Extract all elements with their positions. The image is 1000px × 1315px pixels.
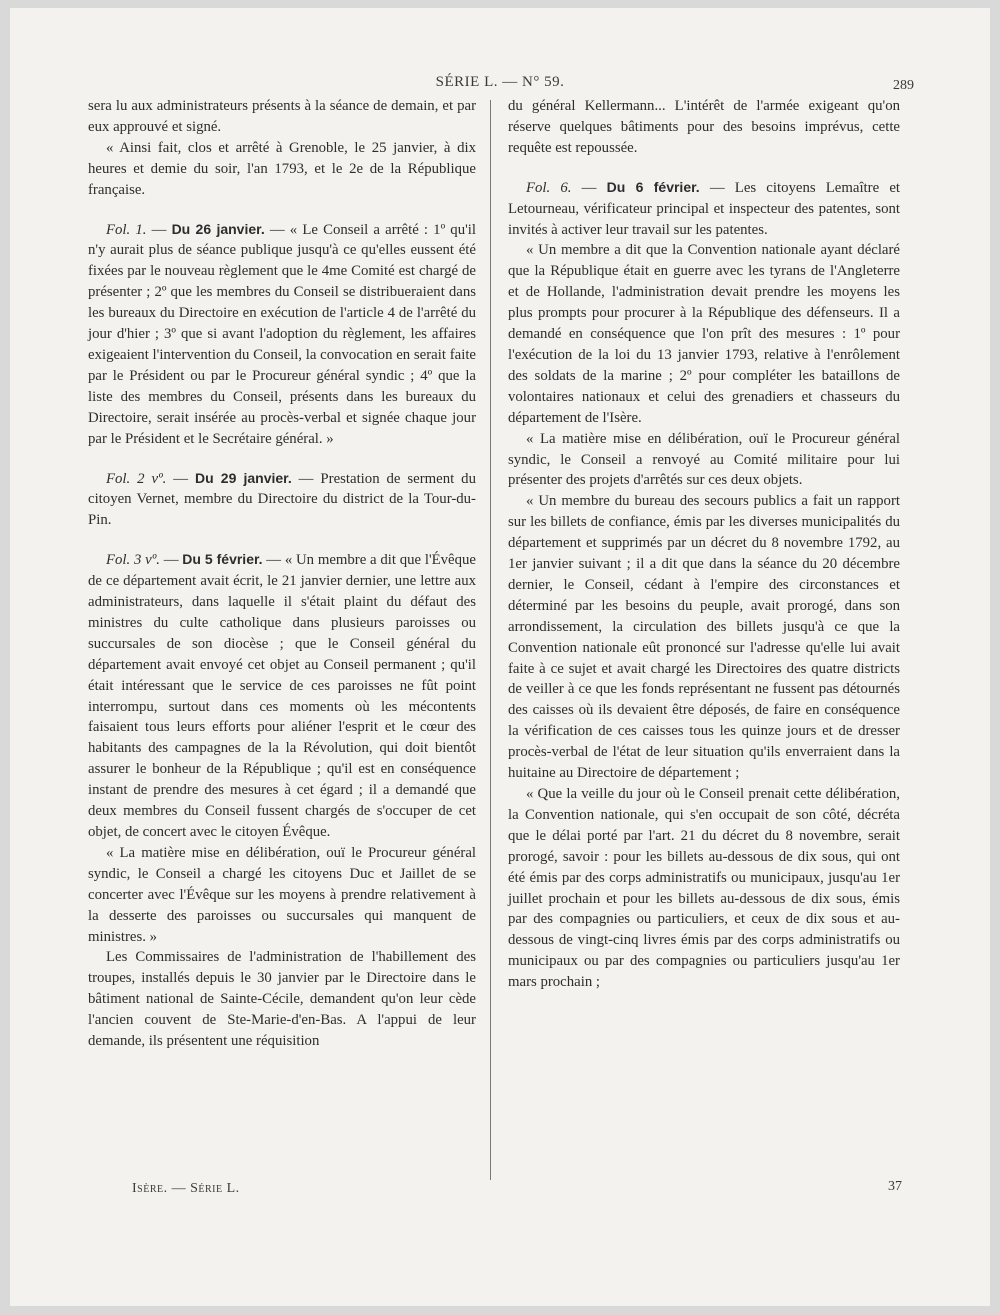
paragraph: du général Kellermann... L'intérêt de l'armée exigeant qu'on réserve quelques bâtiments pour des besoins imprévus, cette requête est repoussée. [508,98,900,156]
paragraph: « Ainsi fait, clos et arrêté à Grenoble, le 25 janvier, à dix heures et demie du soir, l'an 1793, et le 2e de la République française. [88,139,476,198]
paragraph: « Que la veille du jour où le Conseil prenait cette délibération, la Convention nationale, qui s'en occupait de son côté, décréta que le délai porté par l'art. 21 du décret du 8 novembre, serait prorogé, savoir : pour les billets au-dessous de dix sous, qui ont été émis par des corps administratifs ou municipaux, jusqu'au 1er juillet prochain et pour les billets au-dessous de dix sous, émis par des compagnies ou particuliers, et ceux de dix sous et au-dessous de vingt-cinq livres émis par des corps administratifs ou municipaux ou par des compagnies ou particuliers jusqu'au 1er mars prochain ; [508,786,900,991]
paragraph: « La matière mise en délibération, ouï le Procureur général syndic, le Conseil a chargé les citoyens Duc et Jaillet de se concerter avec l'Évêque sur les moyens à prendre relativement à la desserte des paroisses ou succursales qui manquent de ministres. » [88,844,476,945]
footer-series: Isère. — Série L. [132,1181,240,1196]
paragraph: « Un membre a dit que la Convention nationale ayant déclaré que la République était en guerre avec les tyrans de l'Angleterre et de Hollande, l'administration devait prendre les moyens les plus prompts pour procurer à la République des défenseurs. Il a demandé en conséquence que l'on prît des mesures : 1º pour l'exécution de la loi du 13 janvier 1793, relative à l'enrôlement des soldats de la marine ; 2º pour compléter les bataillons de volontaires nationaux et celui des grenadiers et chasseurs du département de l'Isère. [508,242,900,426]
folio-ref: Fol. 3 vº. [106,552,160,569]
entry-text: Prestation de serment du citoyen Vernet, membre du Directoire du district de la Tour-du-Pin. [88,470,476,529]
paragraph: sera lu aux administrateurs présents à la séance de demain, et par eux approuvé et signé. [88,98,476,135]
entry-date: Du 5 février. [182,551,263,568]
entry-text: « Un membre a dit que l'Évêque de ce département avait écrit, le 21 janvier dernier, une lettre aux administrateurs, dans laquelle il s'était plaint du défaut des ministres du culte catholique dans plusieurs paroisses ou succursales de son diocèse ; que le Conseil général du département avait envoyé cet objet au Conseil permanent ; qu'il était intéressant que le service de ces paroisses ne fût point interrompu, surtout dans ces moments où les mécontents faisaient tous leurs efforts pour aliéner l'esprit et le cœur des habitants des campagnes de la la Révolution, qui doit bientôt assurer le bonheur de la République ; qu'il est en conséquence instant de prendre des mesures à cet égard ; il a demandé que deux membres du Conseil fussent chargés de s'occuper de cet objet, de concert avec le citoyen Évêque. [88,552,476,840]
paragraph: « Un membre du bureau des secours publics a fait un rapport sur les billets de confiance, émis par les diverses municipalités du département et supprimés par un décret du 8 novembre 1792, au 1er janvier suivant ; il a dit que dans la séance du 20 décembre dernier, le Conseil, cédant à l'empire des circonstances et déterminé par les besoins du peuple, avait prorogé, dans son arrondissement, la circulation des billets jusqu'à ce que la Convention nationale eût prononcé sur l'adresse qu'elle lui avait faite à ce sujet et avait chargé les Directoires des quatre districts de veiller à ce que les fonds représentant ne fussent pas détournés des caisses où ils devaient être déposés, de faire en conséquence la vérification de ces caisses tous les quinze jours et de dresser procès-verbal de l'état de leur situation qu'ils enverraient dans la huitaine au Directoire de département ; [508,493,900,782]
page-number: 289 [893,78,914,93]
entry-fol-2: Fol. 2 vº. — Du 29 janvier. — Prestation de serment du citoyen Vernet, membre du Directoire du district de la Tour-du-Pin. [88,469,476,529]
running-head: SÉRIE L. — N° 59. [435,74,565,90]
left-column [88,96,476,1052]
column-divider [490,100,491,1180]
entry-fol-3: Fol. 3 vº. — Du 5 février. — « Un membre a dit que l'Évêque de ce département avait écrit, le 21 janvier dernier, une lettre aux administrateurs, dans laquelle il s'était plaint du défaut des ministres du culte catholique dans plusieurs paroisses ou succursales de son diocèse ; que le Conseil général du département avait envoyé cet objet au Conseil permanent ; qu'il était intéressant que le service de ces paroisses ne fût point interrompu, surtout dans ces moments où les mécontents faisaient tous leurs efforts pour aliéner l'esprit et le cœur des habitants des campagnes de la la Révolution, qui doit bientôt assurer le bonheur de la République ; qu'il est en conséquence instant de prendre des mesures à cet égard ; il a demandé que deux membres du Conseil fussent chargés de s'occuper de cet objet, de concert avec le citoyen Évêque. [88,551,476,840]
folio-ref: Fol. 1. [106,221,147,238]
entry-date: Du 29 janvier. [195,469,292,486]
folio-ref: Fol. 2 vº. [106,470,167,487]
entry-text: « Le Conseil a arrêté : 1º qu'il n'y aurait plus de séance publique jusqu'à ce qu'elles eussent été fixées par le nouveau règlement que le 4me Comité est chargé de présenter ; 2º que les membres du Conseil se distribueraient dans les bureaux du Directoire en exécution de l'article 4 de l'arrêté du jour d'hier ; 3º que si avant l'adoption du règlement, les affaires exigeaient l'intervention du Conseil, la convocation en serait faite par le Président ou par le Procureur général syndic ; 4º que la liste des membres du Conseil, présents dans les bureaux du Directoire, serait insérée au procès-verbal et signée chaque jour par le Président et le Secrétaire général. » [88,221,476,447]
entry-date: Du 26 janvier. [171,220,265,237]
entry-fol-6: Fol. 6. — Du 6 février. — Les citoyens Lemaître et Letourneau, vérificateur principal et inspecteur des patentes, sont invités à activer leur travail sur les patentes. [508,178,900,238]
right-column [508,96,900,993]
footer-signature-number: 37 [888,1179,902,1194]
entry-fol-1: Fol. 1. — Du 26 janvier. — « Le Conseil a arrêté : 1º qu'il n'y aurait plus de séance publique jusqu'à ce qu'elles eussent été fixées par le nouveau règlement que le 4me Comité est chargé de présenter ; 2º que les membres du Conseil se distribueraient dans les bureaux du Directoire en exécution de l'article 4 de l'arrêté du jour d'hier ; 3º que si avant l'adoption du règlement, les affaires exigeaient l'intervention du Conseil, la convocation en serait faite par le Président ou par le Procureur général syndic ; 4º que la liste des membres du Conseil, présents dans les bureaux du Directoire, serait insérée au procès-verbal et signée chaque jour par le Président et le Secrétaire général. » [88,220,476,447]
paragraph: Les Commissaires de l'administration de l'habillement des troupes, installés depuis le 30 janvier par le Directoire dans le bâtiment national de Sainte-Cécile, demandent qu'on leur cède l'ancien couvent de Ste-Marie-d'en-Bas. A l'appui de leur demande, ils présentent une réquisition [88,949,476,1050]
folio-ref: Fol. 6. [526,179,572,196]
paragraph: « La matière mise en délibération, ouï le Procureur général syndic, le Conseil a renvoyé au Comité militaire pour lui présenter des projets d'arrêtés sur ces deux objets. [508,430,900,489]
entry-text: Les citoyens Lemaître et Letourneau, vérificateur principal et inspecteur des patentes, sont invités à activer leur travail sur les patentes. [508,179,900,238]
entry-date: Du 6 février. [606,178,700,195]
document-page [10,8,990,1306]
